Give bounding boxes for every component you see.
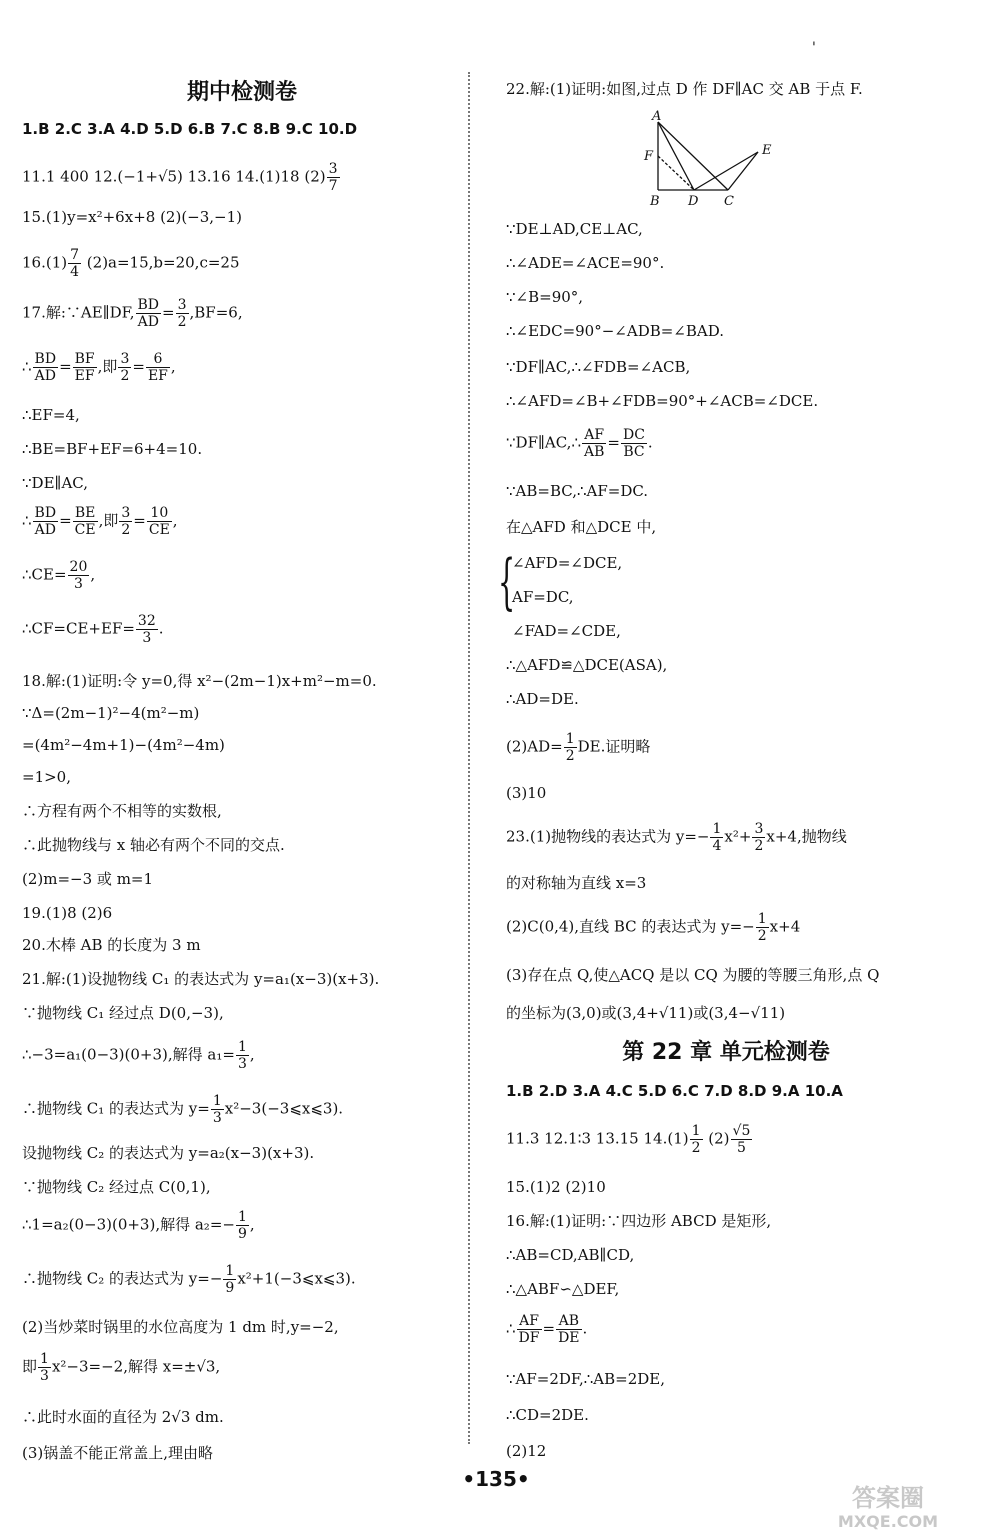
fraction: $\frac{1}{2}$	[757, 911, 767, 944]
brace: {	[498, 547, 516, 617]
fraction: $\frac{1}{4}$	[712, 821, 722, 854]
answer-21-line7: ∴1=a₂(0−3)(0+3),解得 a₂=− $\frac{1}{9}$ ,	[22, 1209, 255, 1242]
fraction: $\frac{3}{2}$	[754, 821, 764, 854]
label-C: C	[724, 194, 734, 209]
mc-answers-2: 1.B 2.D 3.A 4.C 5.D 6.C 7.D 8.D 9.A 10.A	[506, 1082, 843, 1100]
answer-22-line10: 在△AFD 和△DCE 中,	[506, 518, 657, 536]
answer-17-line7: ∴CE= $\frac{20}{3}$ ,	[22, 559, 96, 592]
label-B: B	[650, 194, 660, 209]
answer-22-line3: ∴∠ADE=∠ACE=90°.	[506, 254, 665, 272]
answer-21-line1: 21.解:(1)设抛物线 C₁ 的表达式为 y=a₁(x−3)(x+3).	[22, 970, 380, 988]
answer-21-line11: ∴此时水面的直径为 2√3 dm.	[22, 1408, 224, 1426]
answer-18-line7: (2)m=−3 或 m=1	[22, 870, 154, 888]
answer-22-line9: ∵AB=BC,∴AF=DC.	[506, 482, 649, 500]
label-D: D	[688, 194, 699, 209]
answer-23-line2: 的对称轴为直线 x=3	[506, 874, 647, 892]
fraction: $\frac{1}{3}$	[40, 1351, 49, 1384]
answer-22-line14: (3)10	[506, 784, 547, 802]
answer-ch22-16-line3: ∴△ABF∽△DEF,	[506, 1280, 620, 1298]
column-divider	[468, 72, 470, 1444]
answer-15: 15.(1)y=x²+6x+8 (2)(−3,−1)	[22, 208, 243, 226]
answer-11-14: 11.1 400 12.(−1+√5) 13.16 14.(1)18 (2) $\frac{3}{7}$	[22, 161, 338, 194]
answer-ch22-11-14: 11.3 12.1∶3 13.15 14.(1) $\frac{1}{2}$ (2) $\frac{√5}{5}$	[506, 1123, 751, 1156]
answer-19: 19.(1)8 (2)6	[22, 904, 113, 922]
answer-22-line2: ∵DE⊥AD,CE⊥AC,	[506, 220, 643, 238]
fraction: $\frac{BF}{EF}$	[74, 351, 95, 384]
fraction: $\frac{20}{3}$	[69, 559, 88, 592]
answer-18-line5: ∴方程有两个不相等的实数根,	[22, 802, 222, 820]
answer-22-line13: (2)AD= $\frac{1}{2}$ DE.证明略	[506, 731, 651, 764]
answer-22-line12: ∴AD=DE.	[506, 690, 579, 708]
answer-ch22-15: 15.(1)2 (2)10	[506, 1178, 606, 1196]
answer-17-line8: ∴CF=CE+EF= $\frac{32}{3}$ .	[22, 613, 164, 646]
fraction: $\frac{10}{CE}$	[148, 505, 170, 538]
answer-ch22-16-line7: (2)12	[506, 1442, 547, 1460]
answer-18-line4: =1>0,	[22, 768, 71, 786]
answer-ch22-16-line6: ∴CD=2DE.	[506, 1406, 589, 1424]
svg-text:MXQE.COM: MXQE.COM	[837, 1512, 939, 1530]
answer-17-line3: ∴EF=4,	[22, 406, 80, 424]
fraction: $\frac{AF}{DF}$	[518, 1313, 540, 1346]
geometry-figure	[626, 110, 776, 210]
answer-23-line3: (2)C(0,4),直线 BC 的表达式为 y=− $\frac{1}{2}$ x+4	[506, 911, 801, 944]
mc-answers: 1.B 2.C 3.A 4.D 5.D 6.B 7.C 8.B 9.C 10.D	[22, 120, 358, 138]
fraction: $\frac{BD}{AD}$	[34, 351, 57, 384]
answer-ch22-16-line5: ∵AF=2DF,∴AB=2DE,	[506, 1370, 666, 1388]
fraction: $\frac{BD}{AD}$	[137, 297, 160, 330]
watermark-logo	[798, 1482, 978, 1530]
answer-17-line5: ∵DE∥AC,	[22, 474, 88, 492]
fraction: $\frac{BE}{CE}$	[74, 505, 96, 538]
answer-ch22-16-line4: ∴ $\frac{AF}{DF}$ = $\frac{AB}{DE}$ .	[506, 1313, 588, 1346]
answer-22-line1: 22.解:(1)证明:如图,过点 D 作 DF∥AC 交 AB 于点 F.	[506, 80, 863, 98]
answer-17-line2: ∴ $\frac{BD}{AD}$ = $\frac{BF}{EF}$ ,即 $\frac{3}{2}$ = $\frac{6}{EF}$ ,	[22, 351, 176, 384]
fraction: $\frac{6}{EF}$	[147, 351, 168, 384]
fraction: $\frac{1}{9}$	[237, 1209, 247, 1242]
answer-21-line5: 设抛物线 C₂ 的表达式为 y=a₂(x−3)(x+3).	[22, 1144, 315, 1162]
answer-20: 20.木棒 AB 的长度为 3 m	[22, 936, 201, 954]
answer-16: 16.(1) $\frac{7}{4}$ (2)a=15,b=20,c=25	[22, 247, 240, 280]
answer-21-line10: 即 $\frac{1}{3}$ x²−3=−2,解得 x=±√3,	[22, 1351, 221, 1384]
answer-22-line8: ∵DF∥AC,∴ $\frac{AF}{AB}$ = $\frac{DC}{BC}$ .	[506, 427, 653, 460]
fraction: $\frac{BD}{AD}$	[34, 505, 57, 538]
answer-18-line6: ∴此抛物线与 x 轴必有两个不同的交点.	[22, 836, 285, 854]
answer-17-line1: 17.解:∵AE∥DF, $\frac{BD}{AD}$ = $\frac{3}{2}$ ,BF=6,	[22, 297, 243, 330]
answer-ch22-16-line1: 16.解:(1)证明:∵四边形 ABCD 是矩形,	[506, 1212, 772, 1230]
section-title-2: 第 22 章 单元检测卷	[622, 1040, 830, 1065]
answer-23-line1: 23.(1)抛物线的表达式为 y=− $\frac{1}{4}$ x²+ $\frac{3}{2}$ x+4,抛物线	[506, 821, 847, 854]
answer-21-line8: ∴抛物线 C₂ 的表达式为 y=− $\frac{1}{9}$ x²+1(−3⩽x⩽3).	[22, 1263, 356, 1296]
answer-23-line5: 的坐标为(3,0)或(3,4+√11)或(3,4−√11)	[506, 1004, 786, 1022]
fraction: $\frac{AF}{AB}$	[584, 427, 605, 460]
answer-18-line3: =(4m²−4m+1)−(4m²−4m)	[22, 736, 225, 754]
answer-21-line6: ∵抛物线 C₂ 经过点 C(0,1),	[22, 1178, 211, 1196]
label-F: F	[644, 149, 654, 164]
answer-22-line4: ∵∠B=90°,	[506, 288, 584, 306]
fraction: $\frac{3}{2}$	[121, 505, 131, 538]
answer-22-line6: ∵DF∥AC,∴∠FDB=∠ACB,	[506, 358, 691, 376]
answer-17-line6: ∴ $\frac{BD}{AD}$ = $\frac{BE}{CE}$ ,即 $\frac{3}{2}$ = $\frac{10}{CE}$ ,	[22, 505, 178, 538]
label-E: E	[762, 143, 772, 158]
answer-18-line1: 18.解:(1)证明:令 y=0,得 x²−(2m−1)x+m²−m=0.	[22, 672, 377, 690]
answer-22-line5: ∴∠EDC=90°−∠ADB=∠BAD.	[506, 322, 724, 340]
answer-ch22-16-line2: ∴AB=CD,AB∥CD,	[506, 1246, 635, 1264]
fraction: $\frac{3}{2}$	[177, 297, 187, 330]
answer-21-line3: ∴−3=a₁(0−3)(0+3),解得 a₁= $\frac{1}{3}$ ,	[22, 1039, 255, 1072]
fraction: $\frac{√5}{5}$	[732, 1123, 751, 1156]
svg-text:答案圈: 答案圈	[852, 1484, 924, 1512]
answer-22-line7: ∴∠AFD=∠B+∠FDB=90°+∠ACB=∠DCE.	[506, 392, 819, 410]
fraction: $\frac{1}{3}$	[212, 1093, 222, 1126]
answer-21-line4: ∴抛物线 C₁ 的表达式为 y= $\frac{1}{3}$ x²−3(−3⩽x⩽3).	[22, 1093, 344, 1126]
fraction: $\frac{AB}{DE}$	[558, 1313, 580, 1346]
section-title: 期中检测卷	[186, 80, 297, 105]
answer-21-line2: ∵抛物线 C₁ 经过点 D(0,−3),	[22, 1004, 224, 1022]
fraction: $\frac{1}{2}$	[565, 731, 575, 764]
fraction: $\frac{3}{2}$	[120, 351, 130, 384]
answer-17-line4: ∴BE=BF+EF=6+4=10.	[22, 440, 203, 458]
fraction: $\frac{1}{3}$	[237, 1039, 247, 1072]
fraction: $\frac{32}{3}$	[137, 613, 156, 646]
page-number: •135•	[462, 1467, 530, 1491]
equation-system: { ∠AFD=∠DCE, AF=DC, ∠FAD=∠CDE,	[498, 547, 623, 640]
answer-21-line9: (2)当炒菜时锅里的水位高度为 1 dm 时,y=−2,	[22, 1318, 339, 1336]
answer-22-line11: ∴△AFD≌△DCE(ASA),	[506, 656, 668, 674]
fraction: $\frac{1}{2}$	[691, 1123, 701, 1156]
answer-18-line2: ∵Δ=(2m−1)²−4(m²−m)	[22, 704, 200, 722]
fraction: $\frac{3}{7}$	[328, 161, 338, 194]
answer-21-line12: (3)锅盖不能正常盖上,理由略	[22, 1444, 214, 1462]
corner-mark: '	[812, 40, 816, 56]
label-A: A	[652, 110, 662, 124]
fraction: $\frac{1}{9}$	[225, 1263, 235, 1296]
fraction: $\frac{DC}{BC}$	[622, 427, 645, 460]
fraction: $\frac{7}{4}$	[70, 247, 80, 280]
answer-23-line4: (3)存在点 Q,使△ACQ 是以 CQ 为腰的等腰三角形,点 Q	[506, 966, 880, 984]
